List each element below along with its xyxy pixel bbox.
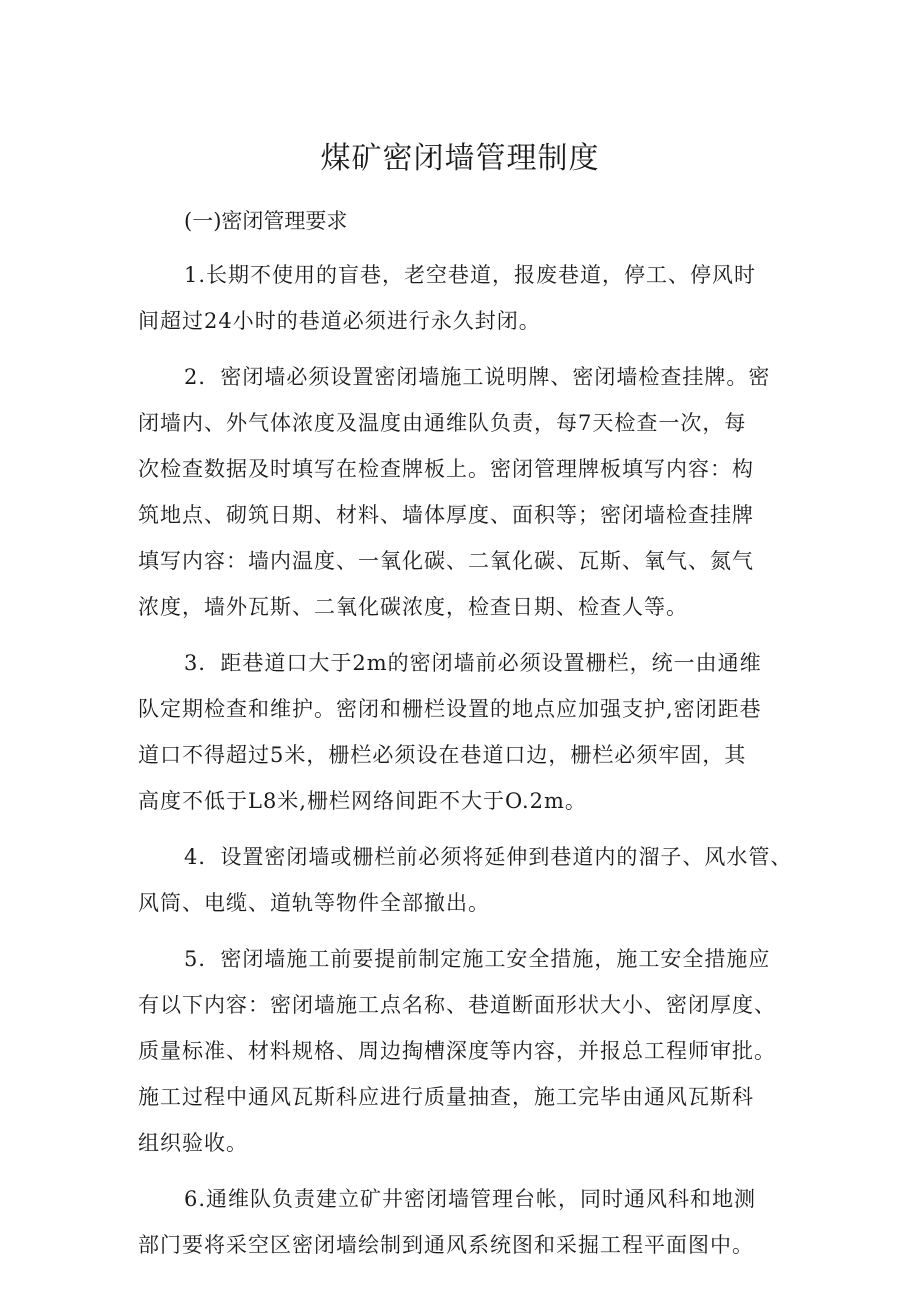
paragraph-line: 1.长期不使用的盲巷，老空巷道，报废巷道，停工、停风时 [184,263,757,287]
paragraph-line: 筑地点、砌筑日期、材料、墙体厚度、面积等；密闭墙检查挂牌 [138,503,754,527]
paragraph-line: 间超过24小时的巷道必须进行永久封闭。 [138,309,541,333]
paragraph-line: 浓度，墙外瓦斯、二氧化碳浓度，检查日期、检查人等。 [138,595,688,619]
document-body [138,198,798,1278]
paragraph-line: 部门要将采空区密闭墙绘制到通风系统图和采掘工程平面图中。 [138,1233,754,1257]
paragraph-line: 道口不得超过5米，栅栏必须设在巷道口边，栅栏必须牢固，其 [138,743,747,767]
paragraph-line: 施工过程中通风瓦斯科应进行质量抽查，施工完毕由通风瓦斯科 [138,1085,754,1109]
paragraph-line: 填写内容：墙内温度、一氧化碳、二氧化碳、瓦斯、氧气、氮气 [138,549,754,573]
paragraph-1 [138,252,798,344]
paragraph-line: 队定期检查和维护。密闭和栅栏设置的地点应加强支护,密闭距巷 [138,697,762,721]
section-heading: (一)密闭管理要求 [184,209,348,233]
paragraph-2 [138,354,798,630]
paragraph-line: 3．距巷道口大于2m的密闭墙前必须设置栅栏，统一由通维 [184,651,762,675]
paragraph-line: 次检查数据及时填写在检查牌板上。密闭管理牌板填写内容：构 [138,457,754,481]
paragraph-4 [138,834,798,926]
paragraph-line: 5．密闭墙施工前要提前制定施工安全措施，施工安全措施应 [184,947,771,971]
paragraph-line: 4．设置密闭墙或栅栏前必须将延伸到巷道内的溜子、风水管、 [184,845,793,869]
paragraph-6 [138,1176,798,1268]
paragraph-line: 有以下内容：密闭墙施工点名称、巷道断面形状大小、密闭厚度、 [138,993,776,1017]
paragraph-line: 组织验收。 [138,1131,248,1155]
paragraph-line: 6.通维队负责建立矿井密闭墙管理台帐，同时通风科和地测 [184,1187,757,1211]
paragraph-line: 闭墙内、外气体浓度及温度由通维队负责，每7天检查一次，每 [138,411,747,435]
paragraph-line: 高度不低于L8米,栅栏网络间距不大于O.2m。 [138,789,587,813]
paragraph-5 [138,936,798,1166]
paragraph-line: 2．密闭墙必须设置密闭墙施工说明牌、密闭墙检查挂牌。密 [184,365,771,389]
paragraph-line: 风筒、电缆、道轨等物件全部撤出。 [138,891,490,915]
paragraph-line: 质量标准、材料规格、周边掏槽深度等内容，并报总工程师审批。 [138,1039,776,1063]
paragraph-3 [138,640,798,824]
document-title: 煤矿密闭墙管理制度 [320,141,600,176]
